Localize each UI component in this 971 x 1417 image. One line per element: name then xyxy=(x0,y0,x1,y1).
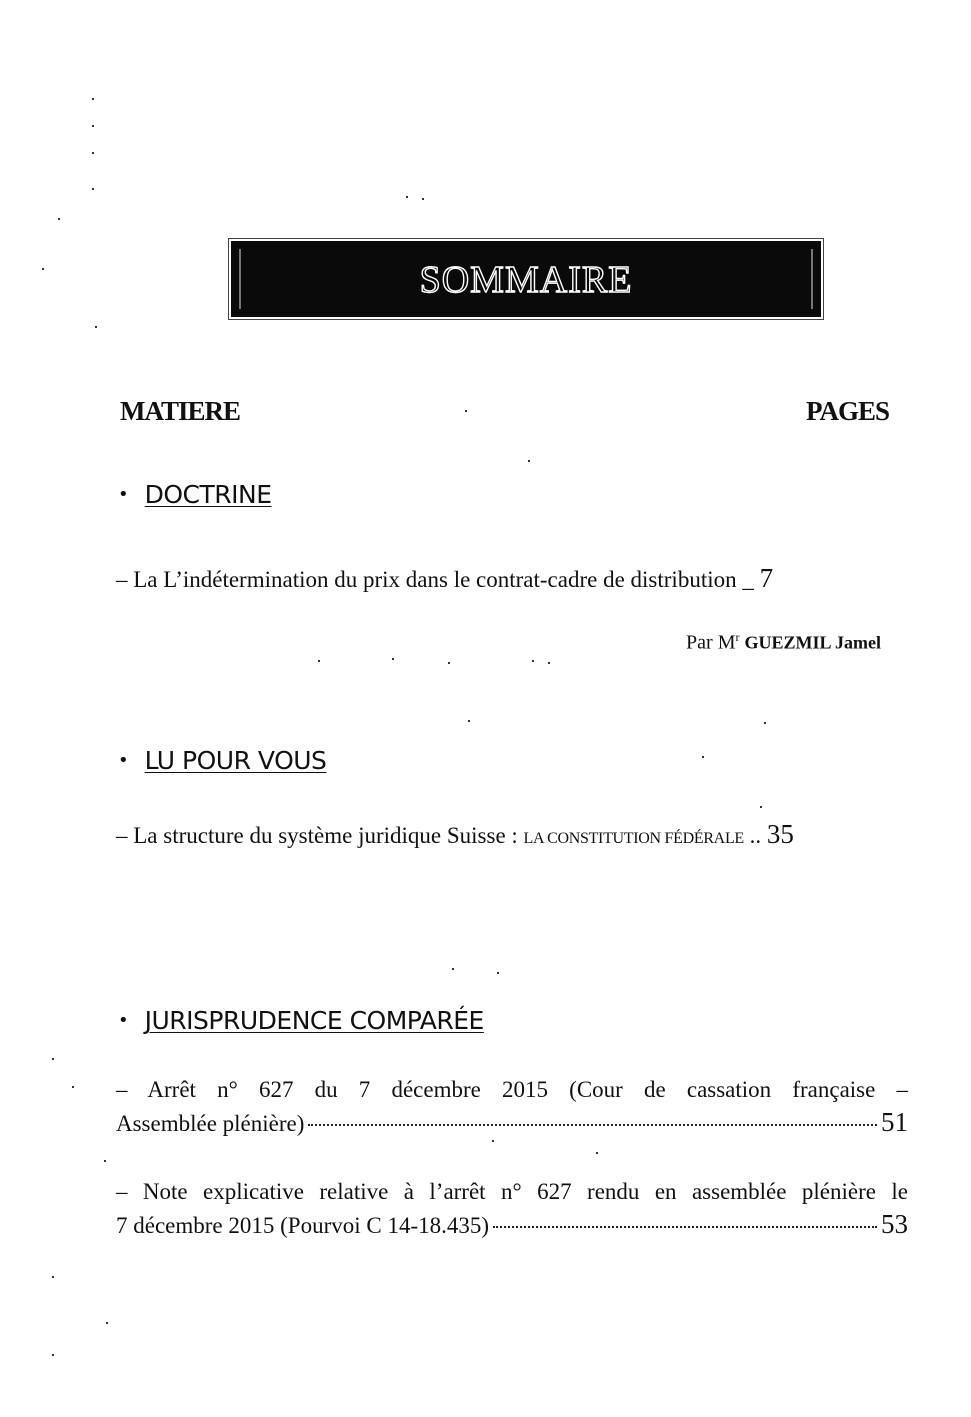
section-heading-lu-pour-vous xyxy=(118,746,326,775)
scan-speck xyxy=(92,125,94,127)
scan-speck xyxy=(52,1276,54,1278)
scan-speck xyxy=(492,1140,494,1142)
section-heading-doctrine xyxy=(118,480,272,509)
entry-page-number: 51 xyxy=(881,1107,908,1137)
toc-entry[interactable] xyxy=(116,1074,908,1140)
column-header-matiere: MATIERE xyxy=(120,396,241,426)
scan-speck xyxy=(468,720,470,722)
toc-entry[interactable] xyxy=(116,562,773,596)
scan-speck xyxy=(58,218,60,220)
scan-speck xyxy=(52,1058,54,1060)
scan-speck xyxy=(92,152,94,154)
entry-line-1: – Arrêt n° 627 du 7 décembre 2015 (Cour de cassation française – xyxy=(116,1077,908,1102)
scan-speck xyxy=(497,972,499,974)
scan-speck xyxy=(72,1086,74,1088)
column-header-pages: PAGES xyxy=(805,396,889,426)
toc-entry[interactable] xyxy=(116,1176,908,1242)
scan-speck xyxy=(422,198,424,200)
dot-leader xyxy=(308,1124,877,1126)
scan-speck xyxy=(106,1322,108,1324)
toc-entry[interactable] xyxy=(116,818,794,855)
scan-speck xyxy=(465,410,467,412)
section-title: LU POUR VOUS xyxy=(144,746,327,775)
author-name: GUEZMIL Jamel xyxy=(744,632,881,653)
bullet-icon: • xyxy=(118,1010,129,1031)
entry-text: Assemblée plénière) xyxy=(116,1111,305,1136)
scan-speck xyxy=(548,662,550,664)
scan-speck xyxy=(596,1152,598,1154)
scan-speck xyxy=(92,188,94,190)
scan-speck xyxy=(95,326,97,328)
bullet-icon: • xyxy=(118,750,129,771)
entry-text: – La structure du système juridique Suisse : xyxy=(116,823,518,848)
dot-leader xyxy=(493,1226,877,1228)
author-prefix: Par M xyxy=(686,631,736,654)
section-heading-jurisprudence-comparee xyxy=(118,1006,484,1035)
scan-speck xyxy=(406,196,408,198)
entry-text: 7 décembre 2015 (Pourvoi C 14-18.435) xyxy=(116,1213,490,1238)
entry-line-2 xyxy=(116,1208,908,1242)
entry-leader: .. xyxy=(749,823,762,848)
entry-page-number: 53 xyxy=(881,1209,908,1239)
scan-speck xyxy=(702,756,704,758)
title-banner xyxy=(231,241,821,317)
entry-text: – La L’indétermination du prix dans le contrat-cadre de distribution xyxy=(116,567,737,592)
bullet-icon: • xyxy=(118,484,129,505)
scan-speck xyxy=(528,460,530,462)
scan-speck xyxy=(42,268,44,270)
scan-speck xyxy=(532,660,534,662)
scan-speck xyxy=(764,722,766,724)
section-title: DOCTRINE xyxy=(144,480,272,509)
scan-speck xyxy=(318,660,320,662)
entry-page-number: 7 xyxy=(759,563,774,593)
entry-line-1: – Note explicative relative à l’arrêt n° 627 rendu en assemblée plénière le xyxy=(116,1179,908,1204)
scan-speck xyxy=(92,98,94,100)
author-prefix-sup: r xyxy=(735,630,740,644)
scan-speck xyxy=(448,662,450,664)
scan-speck xyxy=(760,806,762,808)
entry-text-caps: LA CONSTITUTION FÉDÉRALE xyxy=(523,830,744,847)
scan-speck xyxy=(52,1354,54,1356)
scan-speck xyxy=(104,1160,106,1162)
entry-page-number: 35 xyxy=(766,819,794,849)
scan-speck xyxy=(392,658,394,660)
section-title: JURISPRUDENCE COMPARÉE xyxy=(144,1006,484,1035)
entry-line-2 xyxy=(116,1106,908,1140)
page-title: SOMMAIRE xyxy=(419,259,633,301)
scan-speck xyxy=(452,968,454,970)
entry-leader: _ xyxy=(742,567,760,592)
entry-author xyxy=(686,630,881,655)
